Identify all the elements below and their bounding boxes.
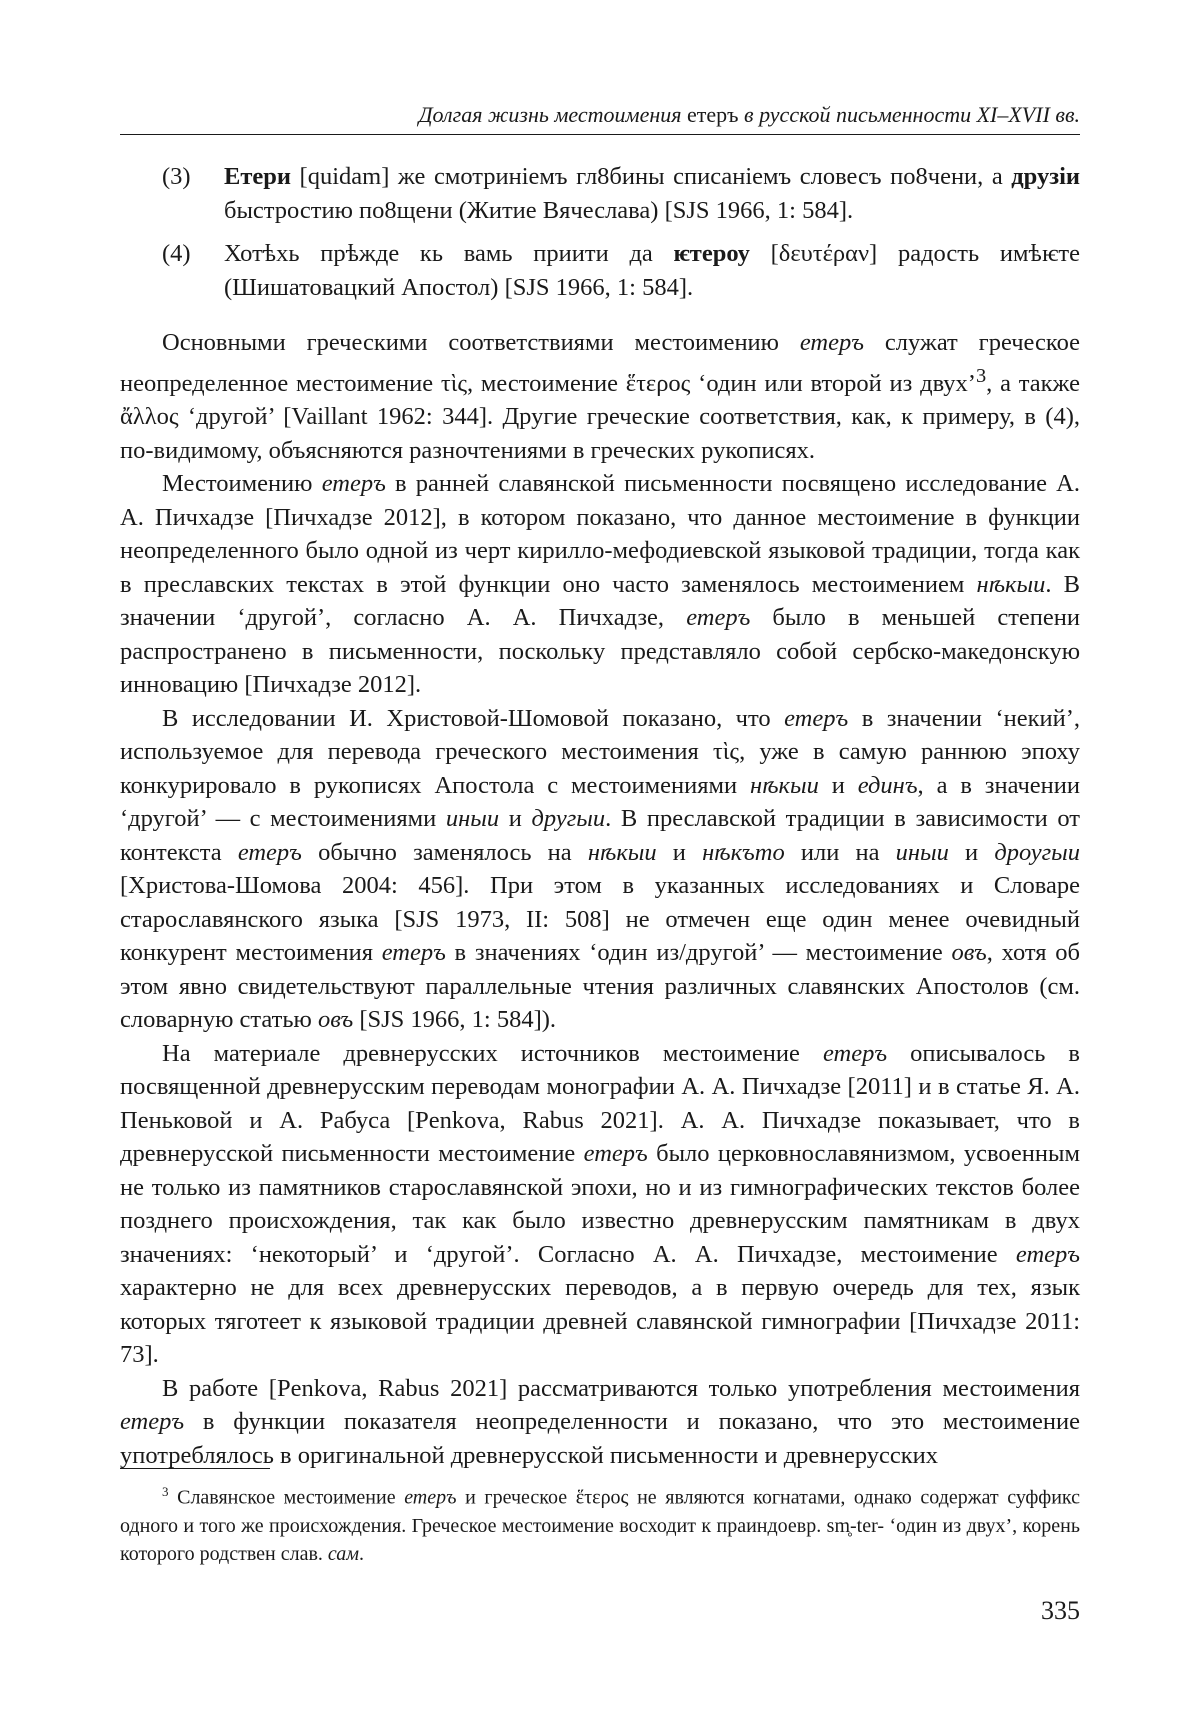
- text-run: служат греческое неопределенное местоимение τὶς, местоимение ἕτερος ‘один или второй из двух’: [120, 329, 1080, 397]
- text-run: , а также ἄλλος ‘другой’ [Vaillant 1962: 344]. Другие греческие соответствия, как, к примеру, в (4), по-видимому, объясняются разночтениями в греческих рукописях.: [120, 369, 1080, 464]
- text-run: в значениях ‘один из/другой’ — местоимение: [445, 939, 952, 967]
- header-rule: [120, 134, 1080, 135]
- italic-term: иныи: [895, 838, 949, 866]
- running-header-text-1: Долгая жизнь местоимения: [418, 102, 687, 127]
- italic-term: иныи: [445, 805, 500, 833]
- footnote-rule: [120, 1468, 270, 1469]
- text-run: . В значении ‘другой’, согласно А. А. Пичхадзе,: [120, 570, 1080, 632]
- text-run: [SJS 1966, 1: 584]).: [353, 1006, 557, 1034]
- italic-term: етеръ: [784, 704, 849, 732]
- italic-term: овъ: [951, 939, 987, 967]
- example-text: [224, 237, 1080, 304]
- example-keyword: друзіи: [1011, 163, 1080, 190]
- text-run: в значении ‘некий’, используемое для перевода греческого местоимения τὶς, уже в самую раннюю эпоху конкурировало в рукописях Апостола с местоимениями: [120, 704, 1080, 799]
- text-run: было церковнославянизмом, усвоенным не только из памятников старославянской эпохи, но и из гимнографических текстов более позднего происхождения, так как было известно древнерусским памятникам в двух значениях: ‘некоторый’ и ‘другой’. Согласно А. А. Пичхадзе, местоимение: [120, 1140, 1080, 1268]
- italic-term: етеръ: [799, 329, 864, 356]
- text-run: Славянское местоимение: [168, 1486, 405, 1509]
- example-fragment: быстростию по8щени (Житие Вячеслава) [SJS 1966, 1: 584].: [224, 196, 854, 224]
- example-fragment: [δευτέραν] радость имѣѥте (Шишатовацкий Апостол) [SJS 1966, 1: 584].: [224, 240, 1080, 301]
- italic-term: нѣкъто: [702, 838, 785, 866]
- italic-term: етеръ: [120, 1408, 185, 1436]
- italic-term: етеръ: [404, 1486, 457, 1509]
- text-run: в ранней славянской письменности посвящено исследование А. А. Пичхадзе [Пичхадзе 2012], в котором показано, что данное местоимение в функции неопределенного было одной из черт кирилло-мефодиевской языковой традиции, тогда как в преславских текстах в этой функции оно часто заменялось местоимением: [120, 470, 1080, 598]
- text-run: В работе [Penkova, Rabus 2021] рассматриваются только употребления местоимения: [162, 1374, 1080, 1402]
- example-keyword: Етери: [224, 163, 291, 190]
- text-run: обычно заменялось на: [301, 838, 588, 866]
- footnote-ref[interactable]: 3: [975, 364, 987, 387]
- footnote-3: [120, 1478, 1080, 1568]
- example-text: [224, 160, 1080, 227]
- example-number: (4): [162, 240, 191, 267]
- text-run: . В преславской традиции в зависимости от контекста: [120, 805, 1080, 866]
- paragraph-4: [120, 1037, 1080, 1372]
- paragraph-1: [120, 326, 1080, 467]
- text-run: Местоимению: [162, 470, 322, 498]
- text-run: [Христова-Шомова 2004: 456]. При этом в указанных исследованиях и Словаре старославянского языка [SJS 1973, II: 508] не отмечен еще один менее очевидный конкурент местоимения: [120, 872, 1080, 967]
- paragraph-2: [120, 467, 1080, 702]
- italic-term: етеръ: [822, 1039, 888, 1067]
- text-run: и: [818, 771, 858, 799]
- italic-term: етеръ: [381, 939, 446, 967]
- text-run: На материале древнерусских источников местоимение: [162, 1039, 823, 1067]
- text-run: и греческое ἕτερος не являются когнатами, однако содержат суффикс одного и того же происхождения. Греческое местоимение восходит к праиндоевр. sm̥-ter- ‘один из двух’, корень которого родствен слав.: [120, 1486, 1080, 1565]
- italic-term: овъ: [317, 1006, 354, 1034]
- example-keyword: ѥтероу: [673, 240, 750, 267]
- italic-term: нѣкыи: [976, 570, 1046, 598]
- text-run: в функции показателя неопределенности и показано, что это местоимение употреблялось в оригинальной древнерусской письменности и древнерусских: [120, 1408, 1080, 1469]
- text-run: Основными греческими соответствиями местоимению: [162, 329, 800, 356]
- text-run: и: [656, 838, 703, 866]
- text-run: В исследовании И. Христовой-Шомовой показано, что: [162, 704, 785, 732]
- running-header-text-2: в русской письменности XI–XVII вв.: [738, 102, 1080, 127]
- example-fragment: [quidam] же смотриніемъ гл8бины списаніемъ словесъ по8чени, а: [291, 163, 1012, 190]
- text-run: , хотя об этом явно свидетельствуют параллельные чтения различных славянских Апостолов (см. словарную статью: [120, 939, 1080, 1034]
- example-number: (3): [162, 163, 191, 190]
- text-run: характерно не для всех древнерусских переводов, а в первую очередь для тех, язык которых тяготеет к языковой традиции древней славянской гимнографии [Пичхадзе 2011: 73].: [120, 1274, 1080, 1369]
- running-header: [120, 100, 1080, 130]
- page-number: 335: [1041, 1596, 1080, 1625]
- paragraph-3: [120, 702, 1080, 1037]
- text-run: описывалось в посвященной древнерусским переводам монографии А. А. Пичхадзе [2011] и в статье Я. А. Пеньковой и А. Рабуса [Penkova, Rabus 2021]. А. А. Пичхадзе показывает, что в древнерусской письменности местоимение: [120, 1039, 1080, 1168]
- paragraph-5: [120, 1372, 1080, 1473]
- example-fragment: Хотѣхь прѣжде кь вамь приити да: [224, 240, 674, 267]
- italic-term: нѣкыи: [750, 771, 819, 799]
- text-run: и: [948, 838, 995, 866]
- text-run: было в меньшей степени распространено в письменности, поскольку представляло собой сербско-македонскую инновацию [Пичхадзе 2012].: [120, 604, 1080, 699]
- text-run: , а в значении ‘другой’ — с местоимениями: [120, 771, 1081, 833]
- italic-term: нѣкыи: [587, 838, 657, 866]
- italic-term: етеръ: [583, 1140, 648, 1168]
- italic-term: другыи: [531, 805, 606, 833]
- text-run: и: [499, 805, 532, 833]
- italic-term: единъ: [857, 771, 918, 799]
- italic-term: етеръ: [237, 838, 302, 866]
- main-text: [120, 160, 1080, 1472]
- footnote-marker: 3: [162, 1484, 169, 1499]
- running-header-term: етеръ: [687, 102, 739, 127]
- italic-term: дроугыи: [994, 838, 1080, 866]
- italic-term: етеръ: [321, 470, 386, 498]
- italic-term: етеръ: [1015, 1240, 1080, 1268]
- example-4: [120, 237, 1080, 304]
- text-run: .: [359, 1542, 365, 1565]
- italic-term: сам: [327, 1542, 360, 1565]
- text-run: или на: [784, 838, 896, 866]
- example-3: [120, 160, 1080, 227]
- italic-term: етеръ: [686, 604, 751, 632]
